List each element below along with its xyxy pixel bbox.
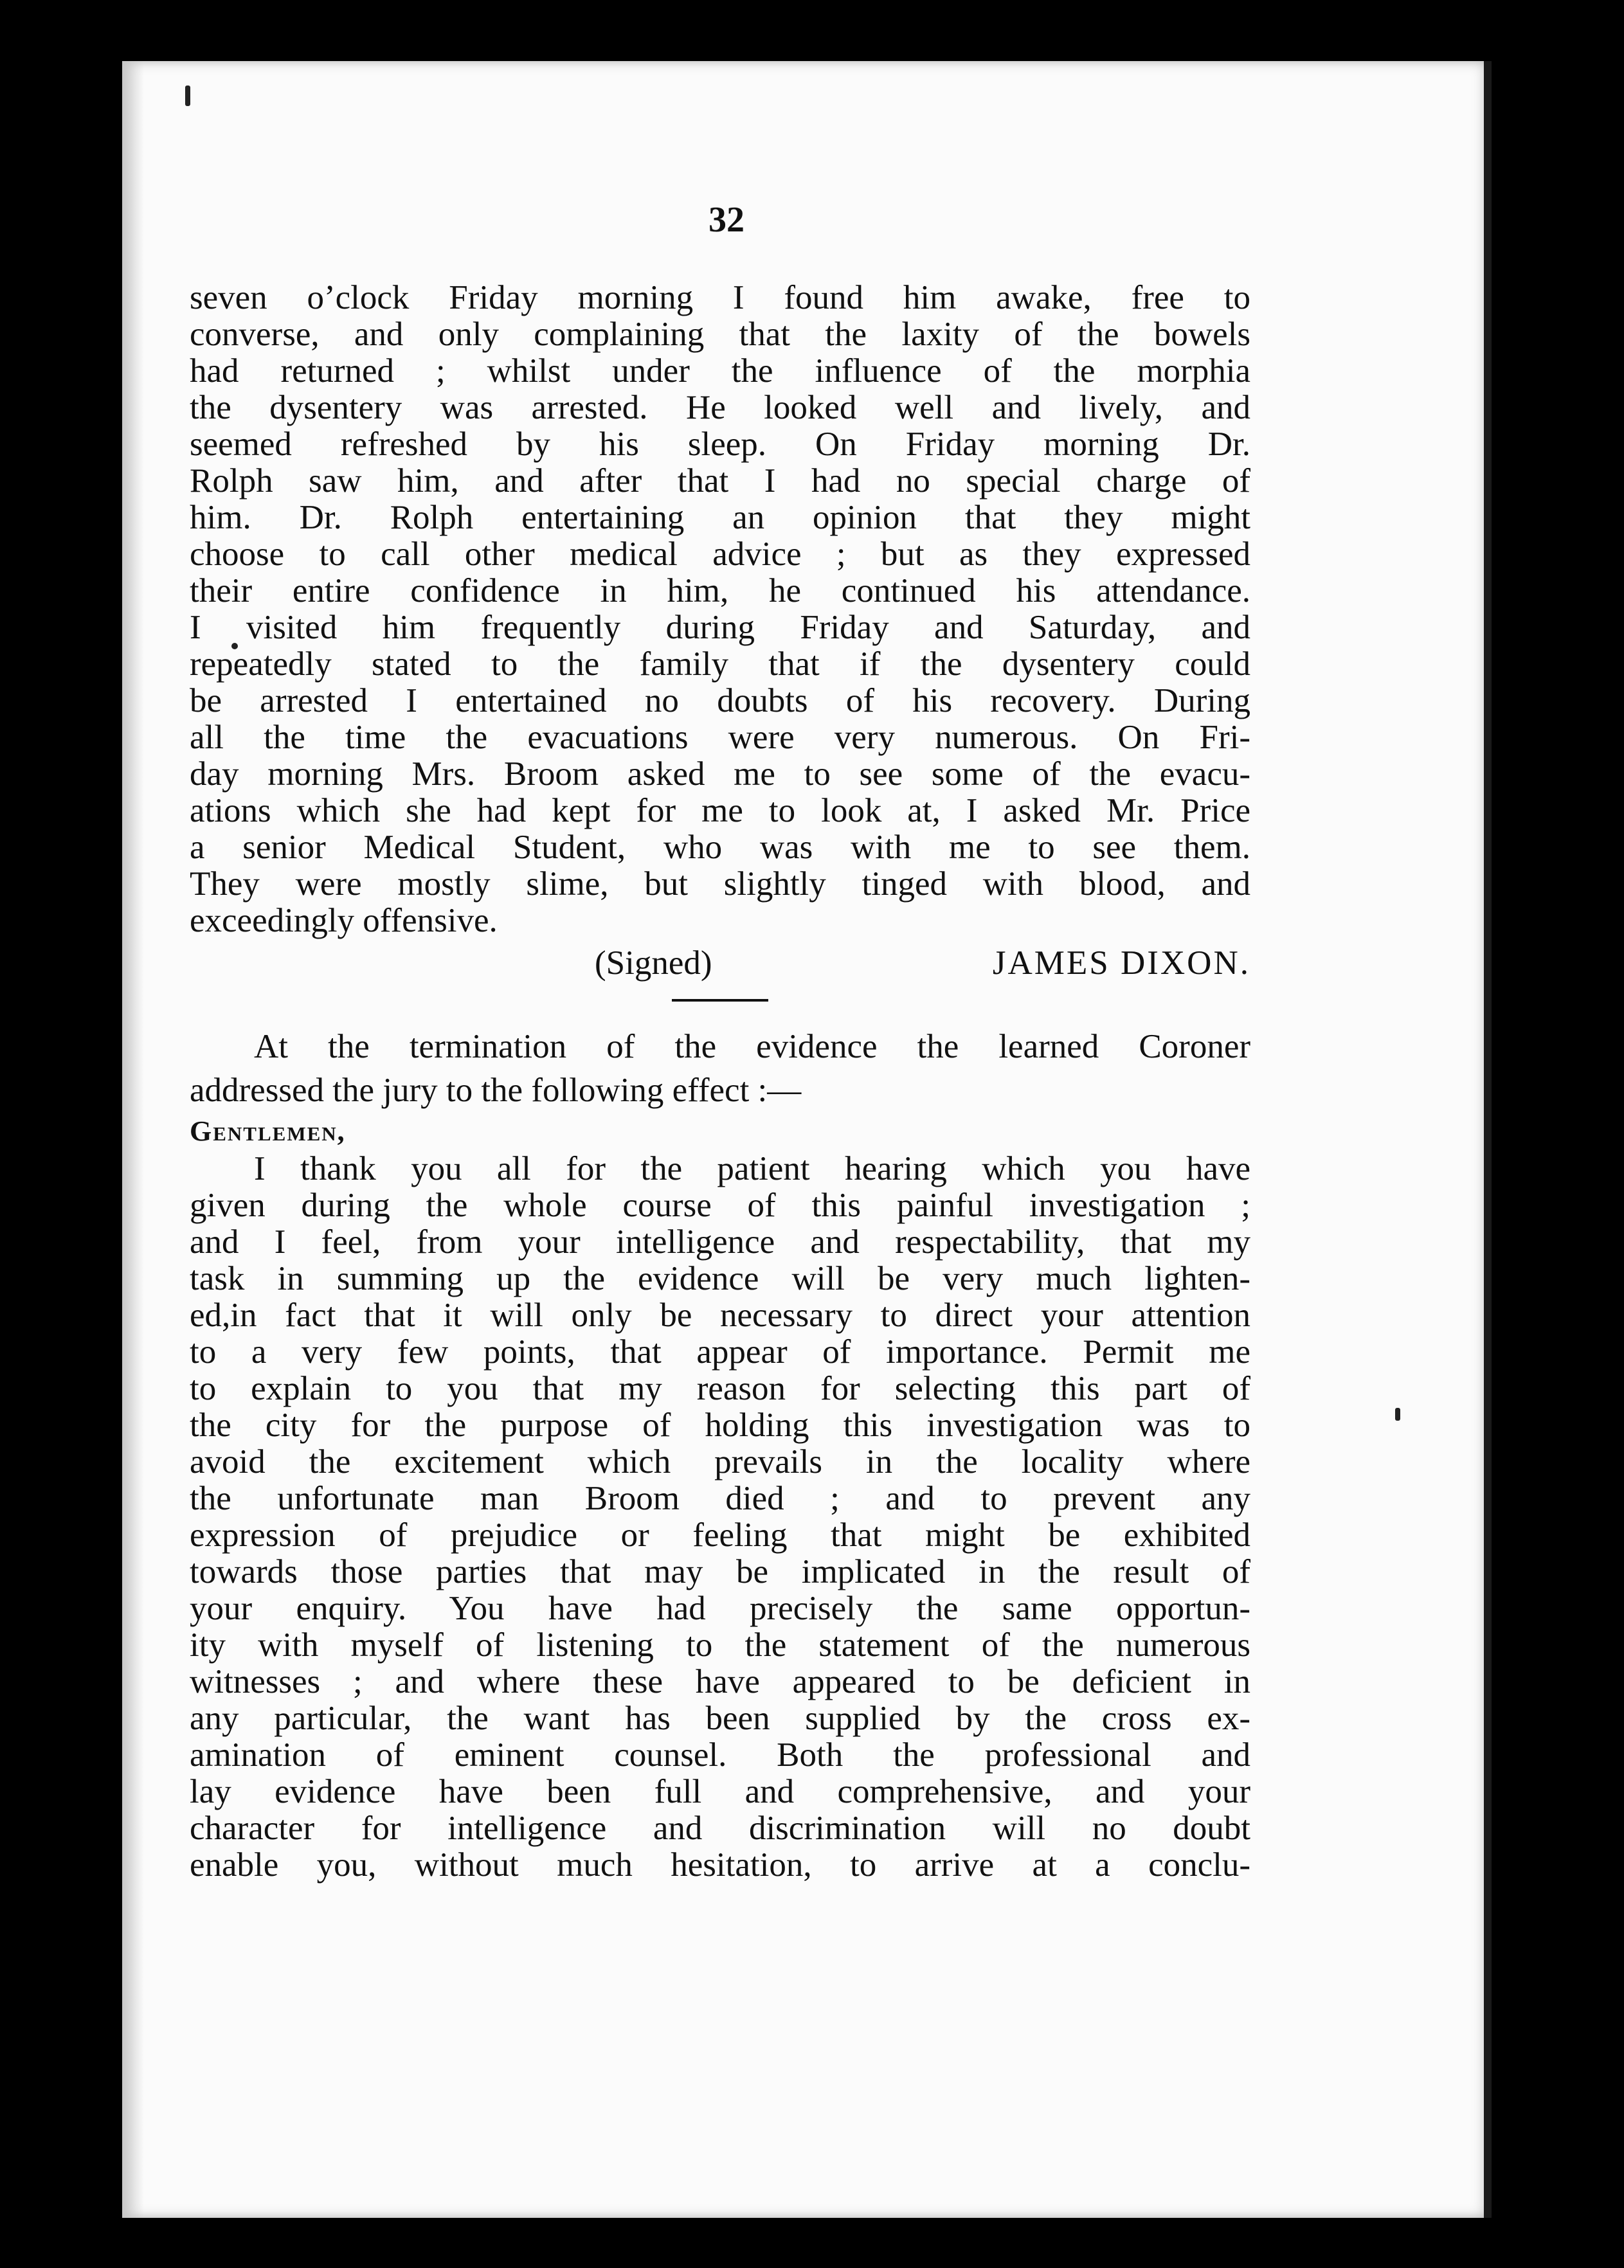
text-line: the dysentery was arrested. He looked well and lively, and	[190, 389, 1250, 426]
text-line: avoid the excitement which prevails in the locality where	[190, 1443, 1250, 1480]
text-line: amination of eminent counsel. Both the professional and	[190, 1736, 1250, 1774]
text-line: ity with myself of listening to the statement of the numerous	[190, 1626, 1250, 1664]
text-line: all the time the evacuations were very numerous. On Fri-	[190, 719, 1250, 756]
page-edge	[1484, 61, 1492, 2218]
text-line: ed,in fact that it will only be necessary to direct your attention	[190, 1297, 1250, 1334]
text-line: character for intelligence and discrimination will no doubt	[190, 1810, 1250, 1847]
text-line: I thank you all for the patient hearing which you have	[254, 1150, 1250, 1187]
signature-line	[190, 939, 1250, 987]
ink-speck	[185, 86, 190, 106]
text-line: him. Dr. Rolph entertaining an opinion that they might	[190, 499, 1250, 536]
text-line: seemed refreshed by his sleep. On Friday morning Dr.	[190, 426, 1250, 463]
text-line: repeatedly stated to the family that if the dysentery could	[190, 645, 1250, 683]
binding-shadow	[122, 61, 144, 2218]
text-line: be arrested I entertained no doubts of his recovery. During	[190, 682, 1250, 719]
text-line: addressed the jury to the following effect :—	[190, 1072, 802, 1109]
text-line: Rolph saw him, and after that I had no special charge of	[190, 462, 1250, 500]
page-number: 32	[708, 200, 744, 240]
text-line: At the termination of the evidence the learned Coroner	[254, 1028, 1250, 1065]
text-line: task in summing up the evidence will be very much lighten-	[190, 1260, 1250, 1297]
text-line: towards those parties that may be implicated in the result of	[190, 1553, 1250, 1590]
text-line: converse, and only complaining that the laxity of the bowels	[190, 316, 1250, 353]
signatory-name: JAMES DIXON.	[992, 944, 1250, 982]
ink-speck	[1395, 1408, 1400, 1421]
text-line: lay evidence have been full and comprehensive, and your	[190, 1773, 1250, 1810]
text-line: expression of prejudice or feeling that might be exhibited	[190, 1516, 1250, 1554]
paragraph-testimony	[190, 280, 1250, 939]
salutation: Gentlemen,	[190, 1115, 346, 1147]
text-line: their entire confidence in him, he continued his attendance.	[190, 572, 1250, 609]
text-line: the unfortunate man Broom died ; and to prevent any	[190, 1480, 1250, 1517]
text-line: They were mostly slime, but slightly tinged with blood, and	[190, 865, 1250, 903]
text-line: any particular, the want has been supplied by the cross ex-	[190, 1700, 1250, 1737]
text-line: given during the whole course of this painful investigation ;	[190, 1187, 1250, 1224]
text-line: day morning Mrs. Broom asked me to see some of the evacu-	[190, 755, 1250, 793]
signed-label: (Signed)	[595, 944, 712, 982]
text-line: to a very few points, that appear of importance. Permit me	[190, 1333, 1250, 1371]
text-line: seven o’clock Friday morning I found him awake, free to	[190, 279, 1250, 316]
paragraph-coroner-address	[190, 1151, 1250, 1884]
section-divider	[672, 999, 768, 1002]
text-line: witnesses ; and where these have appeared to be deficient in	[190, 1663, 1250, 1700]
body-text	[190, 280, 1250, 1884]
text-line: choose to call other medical advice ; but as they expressed	[190, 536, 1250, 573]
text-line: ations which she had kept for me to look at, I asked Mr. Price	[190, 792, 1250, 829]
paragraph-coroner-intro	[190, 1025, 1250, 1112]
text-line: enable you, without much hesitation, to arrive at a conclu-	[190, 1846, 1250, 1884]
text-line: your enquiry. You have had precisely the same opportun-	[190, 1590, 1250, 1627]
text-line: had returned ; whilst under the influence of the morphia	[190, 352, 1250, 390]
text-line: the city for the purpose of holding this investigation was to	[190, 1407, 1250, 1444]
text-line: and I feel, from your intelligence and respectability, that my	[190, 1223, 1250, 1261]
text-line: to explain to you that my reason for selecting this part of	[190, 1370, 1250, 1407]
text-line: I visited him frequently during Friday and Saturday, and	[190, 609, 1250, 646]
text-line: a senior Medical Student, who was with me to see them.	[190, 829, 1250, 866]
text-line: exceedingly offensive.	[190, 902, 498, 939]
